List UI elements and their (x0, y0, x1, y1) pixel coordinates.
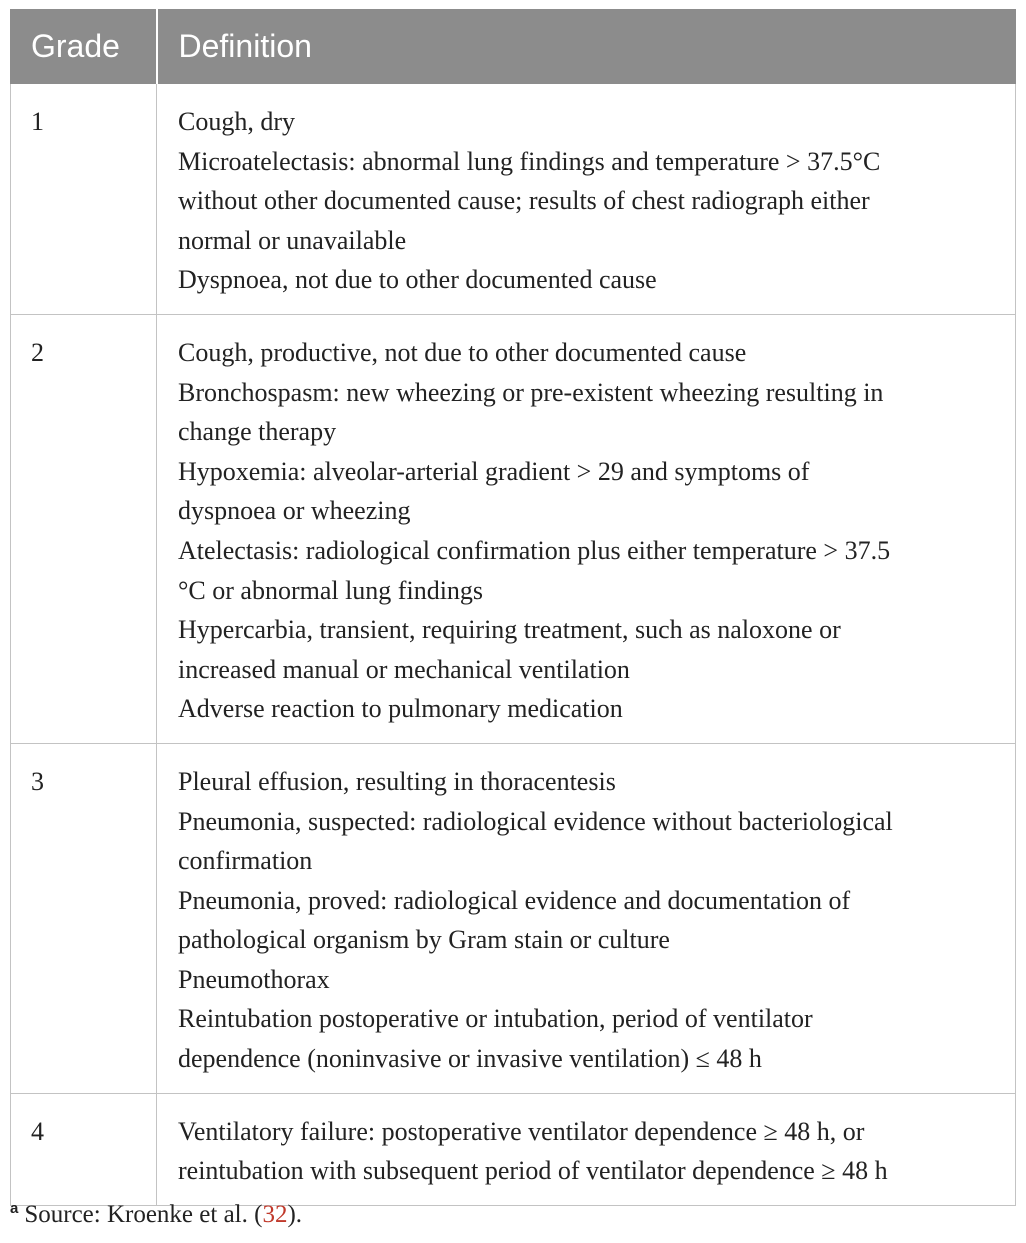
definition-cell (157, 1093, 1016, 1205)
definition-line: confirmation (178, 846, 313, 876)
definition-line: dyspnoea or wheezing (178, 496, 411, 526)
table-footnote (10, 1200, 302, 1229)
footnote-suffix: ). (287, 1201, 303, 1228)
definition-line: Microatelectasis: abnormal lung findings and temperature > 37.5°C (178, 146, 881, 176)
definition-line: Cough, dry (178, 107, 295, 136)
table-body (11, 84, 1016, 1206)
definition-line: Ventilatory failure: postoperative ventilator dependence ≥ 48 h, or (178, 1116, 865, 1146)
column-header-grade: Grade (11, 10, 157, 84)
definition-line: Adverse reaction to pulmonary medication (178, 694, 623, 724)
definition-line: Bronchospasm: new wheezing or pre-existent wheezing resulting in (178, 377, 884, 407)
definition-line: Pleural effusion, resulting in thoracentesis (178, 766, 616, 796)
column-header-definition: Definition (157, 10, 1016, 84)
reference-link[interactable]: 32 (262, 1201, 288, 1228)
definition-line: Atelectasis: radiological confirmation plus either temperature > 37.5 (178, 535, 891, 565)
definition-line: Hypercarbia, transient, requiring treatment, such as naloxone or (178, 615, 841, 645)
definition-line: Pneumothorax (178, 964, 330, 994)
table-row (11, 1093, 1016, 1205)
definition-line: Hypoxemia: alveolar-arterial gradient > 29 and symptoms of (178, 456, 810, 486)
grade-cell: 4 (11, 1093, 157, 1205)
footnote-text: Source: Kroenke et al. ( (24, 1201, 263, 1228)
definition-line: Cough, productive, not due to other documented cause (178, 337, 747, 367)
grade-cell: 1 (11, 84, 157, 315)
definition-line: normal or unavailable (178, 225, 407, 255)
definition-line: Pneumonia, suspected: radiological evidence without bacteriological (178, 806, 893, 836)
definition-line: pathological organism by Gram stain or culture (178, 925, 670, 955)
definition-line: °C or abnormal lung findings (178, 575, 484, 605)
definition-line: Dyspnoea, not due to other documented cause (178, 265, 657, 295)
definition-line: dependence (noninvasive or invasive ventilation) ≤ 48 h (178, 1044, 762, 1074)
table-row (11, 84, 1016, 315)
footnote-marker: a (10, 1200, 19, 1217)
definition-line: increased manual or mechanical ventilation (178, 654, 630, 684)
grading-table-container (10, 9, 1015, 1206)
definition-line: change therapy (178, 417, 337, 447)
definition-cell (157, 743, 1016, 1093)
grading-table (10, 9, 1016, 1206)
header-row (11, 10, 1016, 84)
grade-cell: 3 (11, 743, 157, 1093)
grade-cell: 2 (11, 314, 157, 743)
table-header (11, 10, 1016, 84)
definition-cell (157, 314, 1016, 743)
table-row (11, 314, 1016, 743)
table-row (11, 743, 1016, 1093)
definition-line: Pneumonia, proved: radiological evidence and documentation of (178, 885, 851, 915)
definition-line: reintubation with subsequent period of ventilator dependence ≥ 48 h (178, 1156, 888, 1186)
definition-line: Reintubation postoperative or intubation, period of ventilator (178, 1004, 813, 1034)
definition-cell (157, 84, 1016, 315)
definition-line: without other documented cause; results of chest radiograph either (178, 186, 870, 216)
